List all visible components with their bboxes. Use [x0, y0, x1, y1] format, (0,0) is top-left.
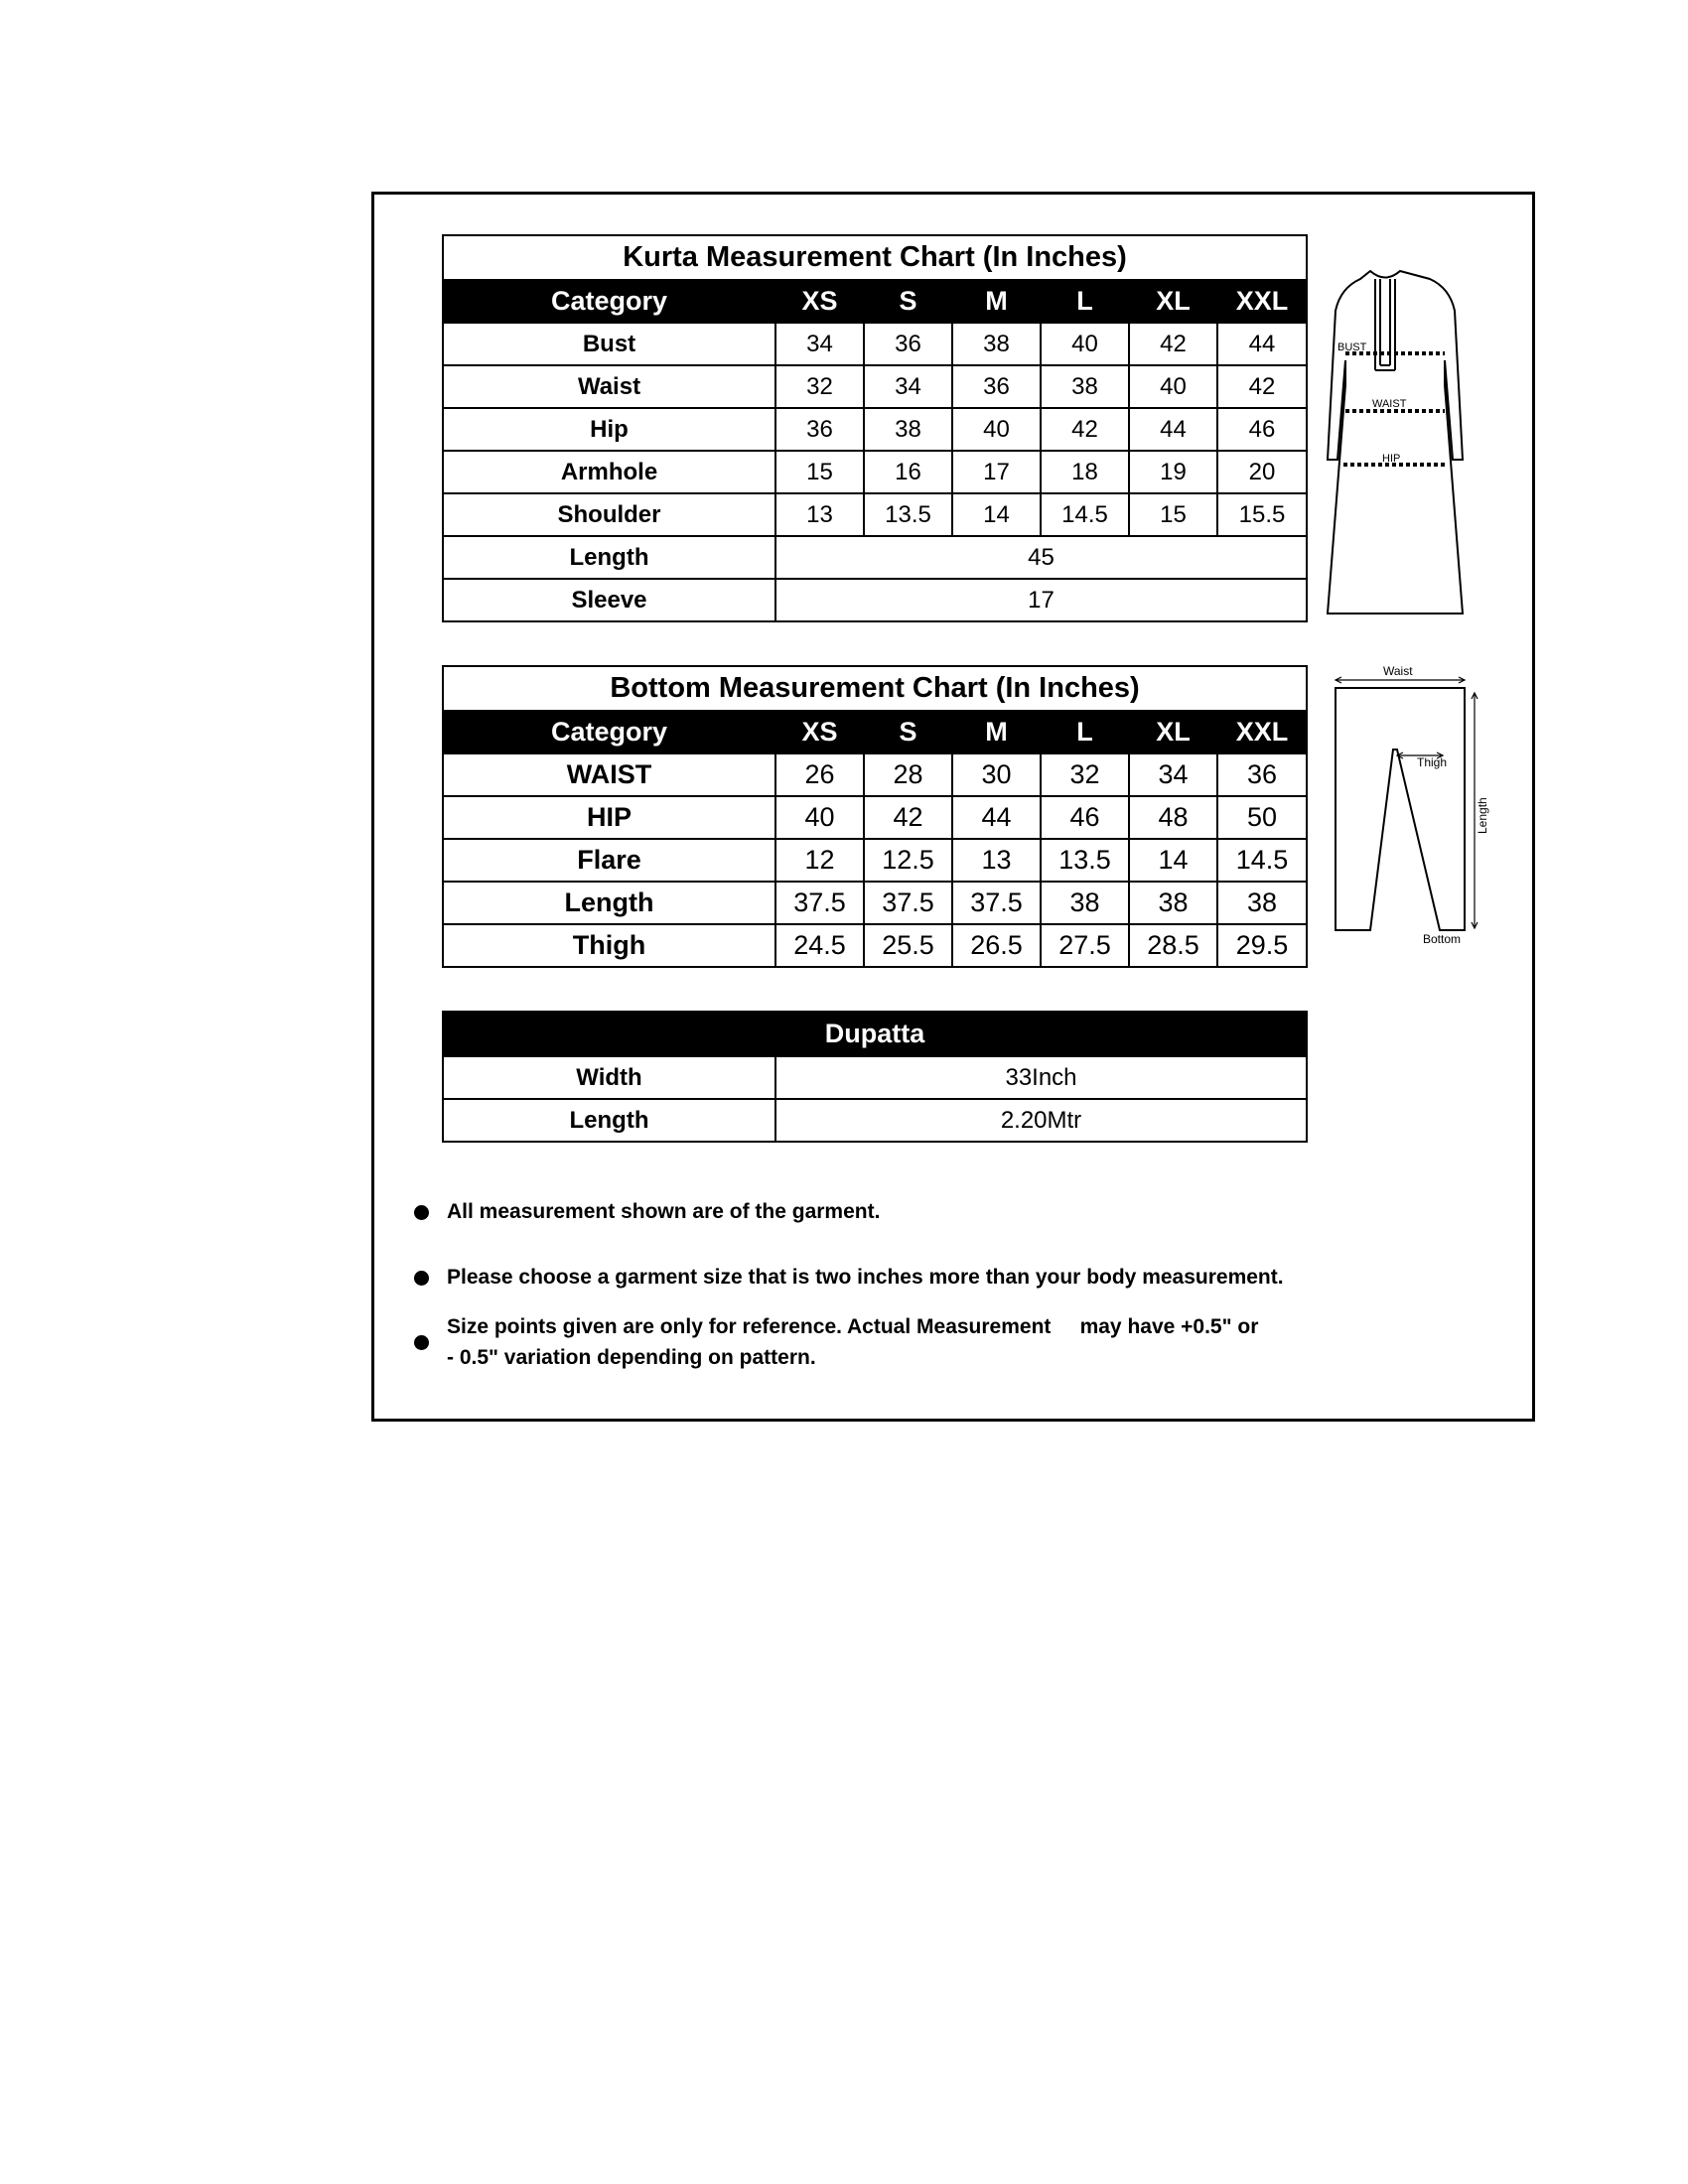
- cell-value: 26.5: [952, 924, 1041, 967]
- cell-value: 37.5: [952, 882, 1041, 924]
- table-row: [443, 796, 1307, 839]
- cell-value: 40: [952, 408, 1041, 451]
- cell-value: 36: [864, 323, 952, 365]
- cell-value: 38: [1129, 882, 1217, 924]
- cell-value: 36: [952, 365, 1041, 408]
- cell-value: 38: [1217, 882, 1307, 924]
- cell-value: 44: [952, 796, 1041, 839]
- header-category: Category: [443, 280, 775, 323]
- bullet-icon: [414, 1205, 429, 1220]
- header-size-m: M: [952, 711, 1041, 753]
- kurta-measurement-table: [442, 234, 1308, 622]
- cell-value: 46: [1217, 408, 1307, 451]
- cell-value: 25.5: [864, 924, 952, 967]
- cell-value-merged: 45: [775, 536, 1307, 579]
- cell-value: 13: [775, 493, 864, 536]
- header-size-xl: XL: [1129, 280, 1217, 323]
- list-item: [414, 1262, 1291, 1293]
- header-size-s: S: [864, 711, 952, 753]
- cell-value: 48: [1129, 796, 1217, 839]
- cell-value: 40: [775, 796, 864, 839]
- diagram-label-waist: WAIST: [1372, 398, 1407, 410]
- cell-value: 14.5: [1041, 493, 1129, 536]
- cell-value: 32: [1041, 753, 1129, 796]
- cell-value: 38: [1041, 882, 1129, 924]
- diagram-label-length: Length: [1476, 797, 1489, 834]
- cell-value: 27.5: [1041, 924, 1129, 967]
- cell-value: 32: [775, 365, 864, 408]
- table-row: [443, 1099, 1307, 1142]
- bottom-diagram: [1326, 660, 1494, 948]
- cell-value: 29.5: [1217, 924, 1307, 967]
- table-row: [443, 408, 1307, 451]
- cell-value: 42: [1041, 408, 1129, 451]
- table-row: [443, 493, 1307, 536]
- cell-value: 18: [1041, 451, 1129, 493]
- cell-value: 19: [1129, 451, 1217, 493]
- table-row: [443, 882, 1307, 924]
- dupatta-title: Dupatta: [443, 1012, 1307, 1056]
- cell-value: 38: [864, 408, 952, 451]
- table-row: [443, 579, 1307, 621]
- cell-value: 37.5: [864, 882, 952, 924]
- table-row: [443, 924, 1307, 967]
- cell-value: 13.5: [864, 493, 952, 536]
- cell-value: 12: [775, 839, 864, 882]
- cell-value: 50: [1217, 796, 1307, 839]
- row-label: Flare: [443, 839, 775, 882]
- header-size-xxl: XXL: [1217, 280, 1307, 323]
- note-text: Size points given are only for reference. Actual Measurement may have +0.5" or - 0.5" variation depending on pattern.: [447, 1315, 1265, 1369]
- row-label: WAIST: [443, 753, 775, 796]
- diagram-label-waist: Waist: [1383, 664, 1413, 678]
- cell-value: 30: [952, 753, 1041, 796]
- row-label: Length: [443, 536, 775, 579]
- cell-value: 13.5: [1041, 839, 1129, 882]
- kurta-diagram: [1316, 266, 1475, 623]
- cell-value: 34: [864, 365, 952, 408]
- cell-value: 42: [1217, 365, 1307, 408]
- bottom-chart-title: Bottom Measurement Chart (In Inches): [443, 666, 1307, 711]
- table-row: [443, 839, 1307, 882]
- cell-value: 17: [952, 451, 1041, 493]
- cell-value: 42: [1129, 323, 1217, 365]
- cell-value: 2.20Mtr: [775, 1099, 1307, 1142]
- diagram-label-bottom: Bottom: [1423, 932, 1462, 946]
- cell-value: 44: [1129, 408, 1217, 451]
- cell-value: 28: [864, 753, 952, 796]
- cell-value: 38: [952, 323, 1041, 365]
- cell-value: 40: [1041, 323, 1129, 365]
- kurta-chart-title: Kurta Measurement Chart (In Inches): [443, 235, 1307, 280]
- row-label: Bust: [443, 323, 775, 365]
- row-label: Thigh: [443, 924, 775, 967]
- header-size-l: L: [1041, 280, 1129, 323]
- row-label: Waist: [443, 365, 775, 408]
- diagram-label-hip: HIP: [1382, 453, 1401, 465]
- cell-value: 15.5: [1217, 493, 1307, 536]
- row-label: Shoulder: [443, 493, 775, 536]
- header-size-s: S: [864, 280, 952, 323]
- cell-value: 36: [1217, 753, 1307, 796]
- bullet-icon: [414, 1335, 429, 1350]
- dupatta-table: [442, 1011, 1308, 1143]
- header-size-m: M: [952, 280, 1041, 323]
- cell-value: 14: [952, 493, 1041, 536]
- cell-value: 16: [864, 451, 952, 493]
- bottom-measurement-table: [442, 665, 1308, 968]
- row-label: Sleeve: [443, 579, 775, 621]
- row-label: Length: [443, 1099, 775, 1142]
- note-text: All measurement shown are of the garment.: [447, 1200, 881, 1223]
- cell-value: 15: [1129, 493, 1217, 536]
- diagram-label-thigh: Thigh: [1417, 755, 1448, 769]
- table-row: [443, 323, 1307, 365]
- cell-value: 24.5: [775, 924, 864, 967]
- cell-value: 38: [1041, 365, 1129, 408]
- bottom-header-row: [443, 711, 1307, 753]
- bullet-icon: [414, 1271, 429, 1286]
- row-label: Width: [443, 1056, 775, 1099]
- cell-value-merged: 17: [775, 579, 1307, 621]
- row-label: HIP: [443, 796, 775, 839]
- header-size-l: L: [1041, 711, 1129, 753]
- cell-value: 12.5: [864, 839, 952, 882]
- header-category: Category: [443, 711, 775, 753]
- list-item: [414, 1196, 1291, 1227]
- note-text: Please choose a garment size that is two inches more than your body measurement.: [447, 1266, 1284, 1289]
- cell-value: 20: [1217, 451, 1307, 493]
- cell-value: 15: [775, 451, 864, 493]
- table-row: [443, 365, 1307, 408]
- cell-value: 14: [1129, 839, 1217, 882]
- cell-value: 37.5: [775, 882, 864, 924]
- cell-value: 36: [775, 408, 864, 451]
- cell-value: 40: [1129, 365, 1217, 408]
- header-size-xs: XS: [775, 280, 864, 323]
- row-label: Length: [443, 882, 775, 924]
- cell-value: 13: [952, 839, 1041, 882]
- cell-value: 42: [864, 796, 952, 839]
- cell-value: 26: [775, 753, 864, 796]
- table-row: [443, 753, 1307, 796]
- row-label: Armhole: [443, 451, 775, 493]
- table-row: [443, 451, 1307, 493]
- header-size-xl: XL: [1129, 711, 1217, 753]
- cell-value: 46: [1041, 796, 1129, 839]
- header-size-xxl: XXL: [1217, 711, 1307, 753]
- cell-value: 44: [1217, 323, 1307, 365]
- cell-value: 33Inch: [775, 1056, 1307, 1099]
- cell-value: 28.5: [1129, 924, 1217, 967]
- kurta-header-row: [443, 280, 1307, 323]
- table-row: [443, 536, 1307, 579]
- cell-value: 14.5: [1217, 839, 1307, 882]
- list-item: [414, 1311, 1271, 1373]
- row-label: Hip: [443, 408, 775, 451]
- diagram-label-bust: BUST: [1337, 341, 1367, 353]
- cell-value: 34: [775, 323, 864, 365]
- table-row: [443, 1056, 1307, 1099]
- cell-value: 34: [1129, 753, 1217, 796]
- header-size-xs: XS: [775, 711, 864, 753]
